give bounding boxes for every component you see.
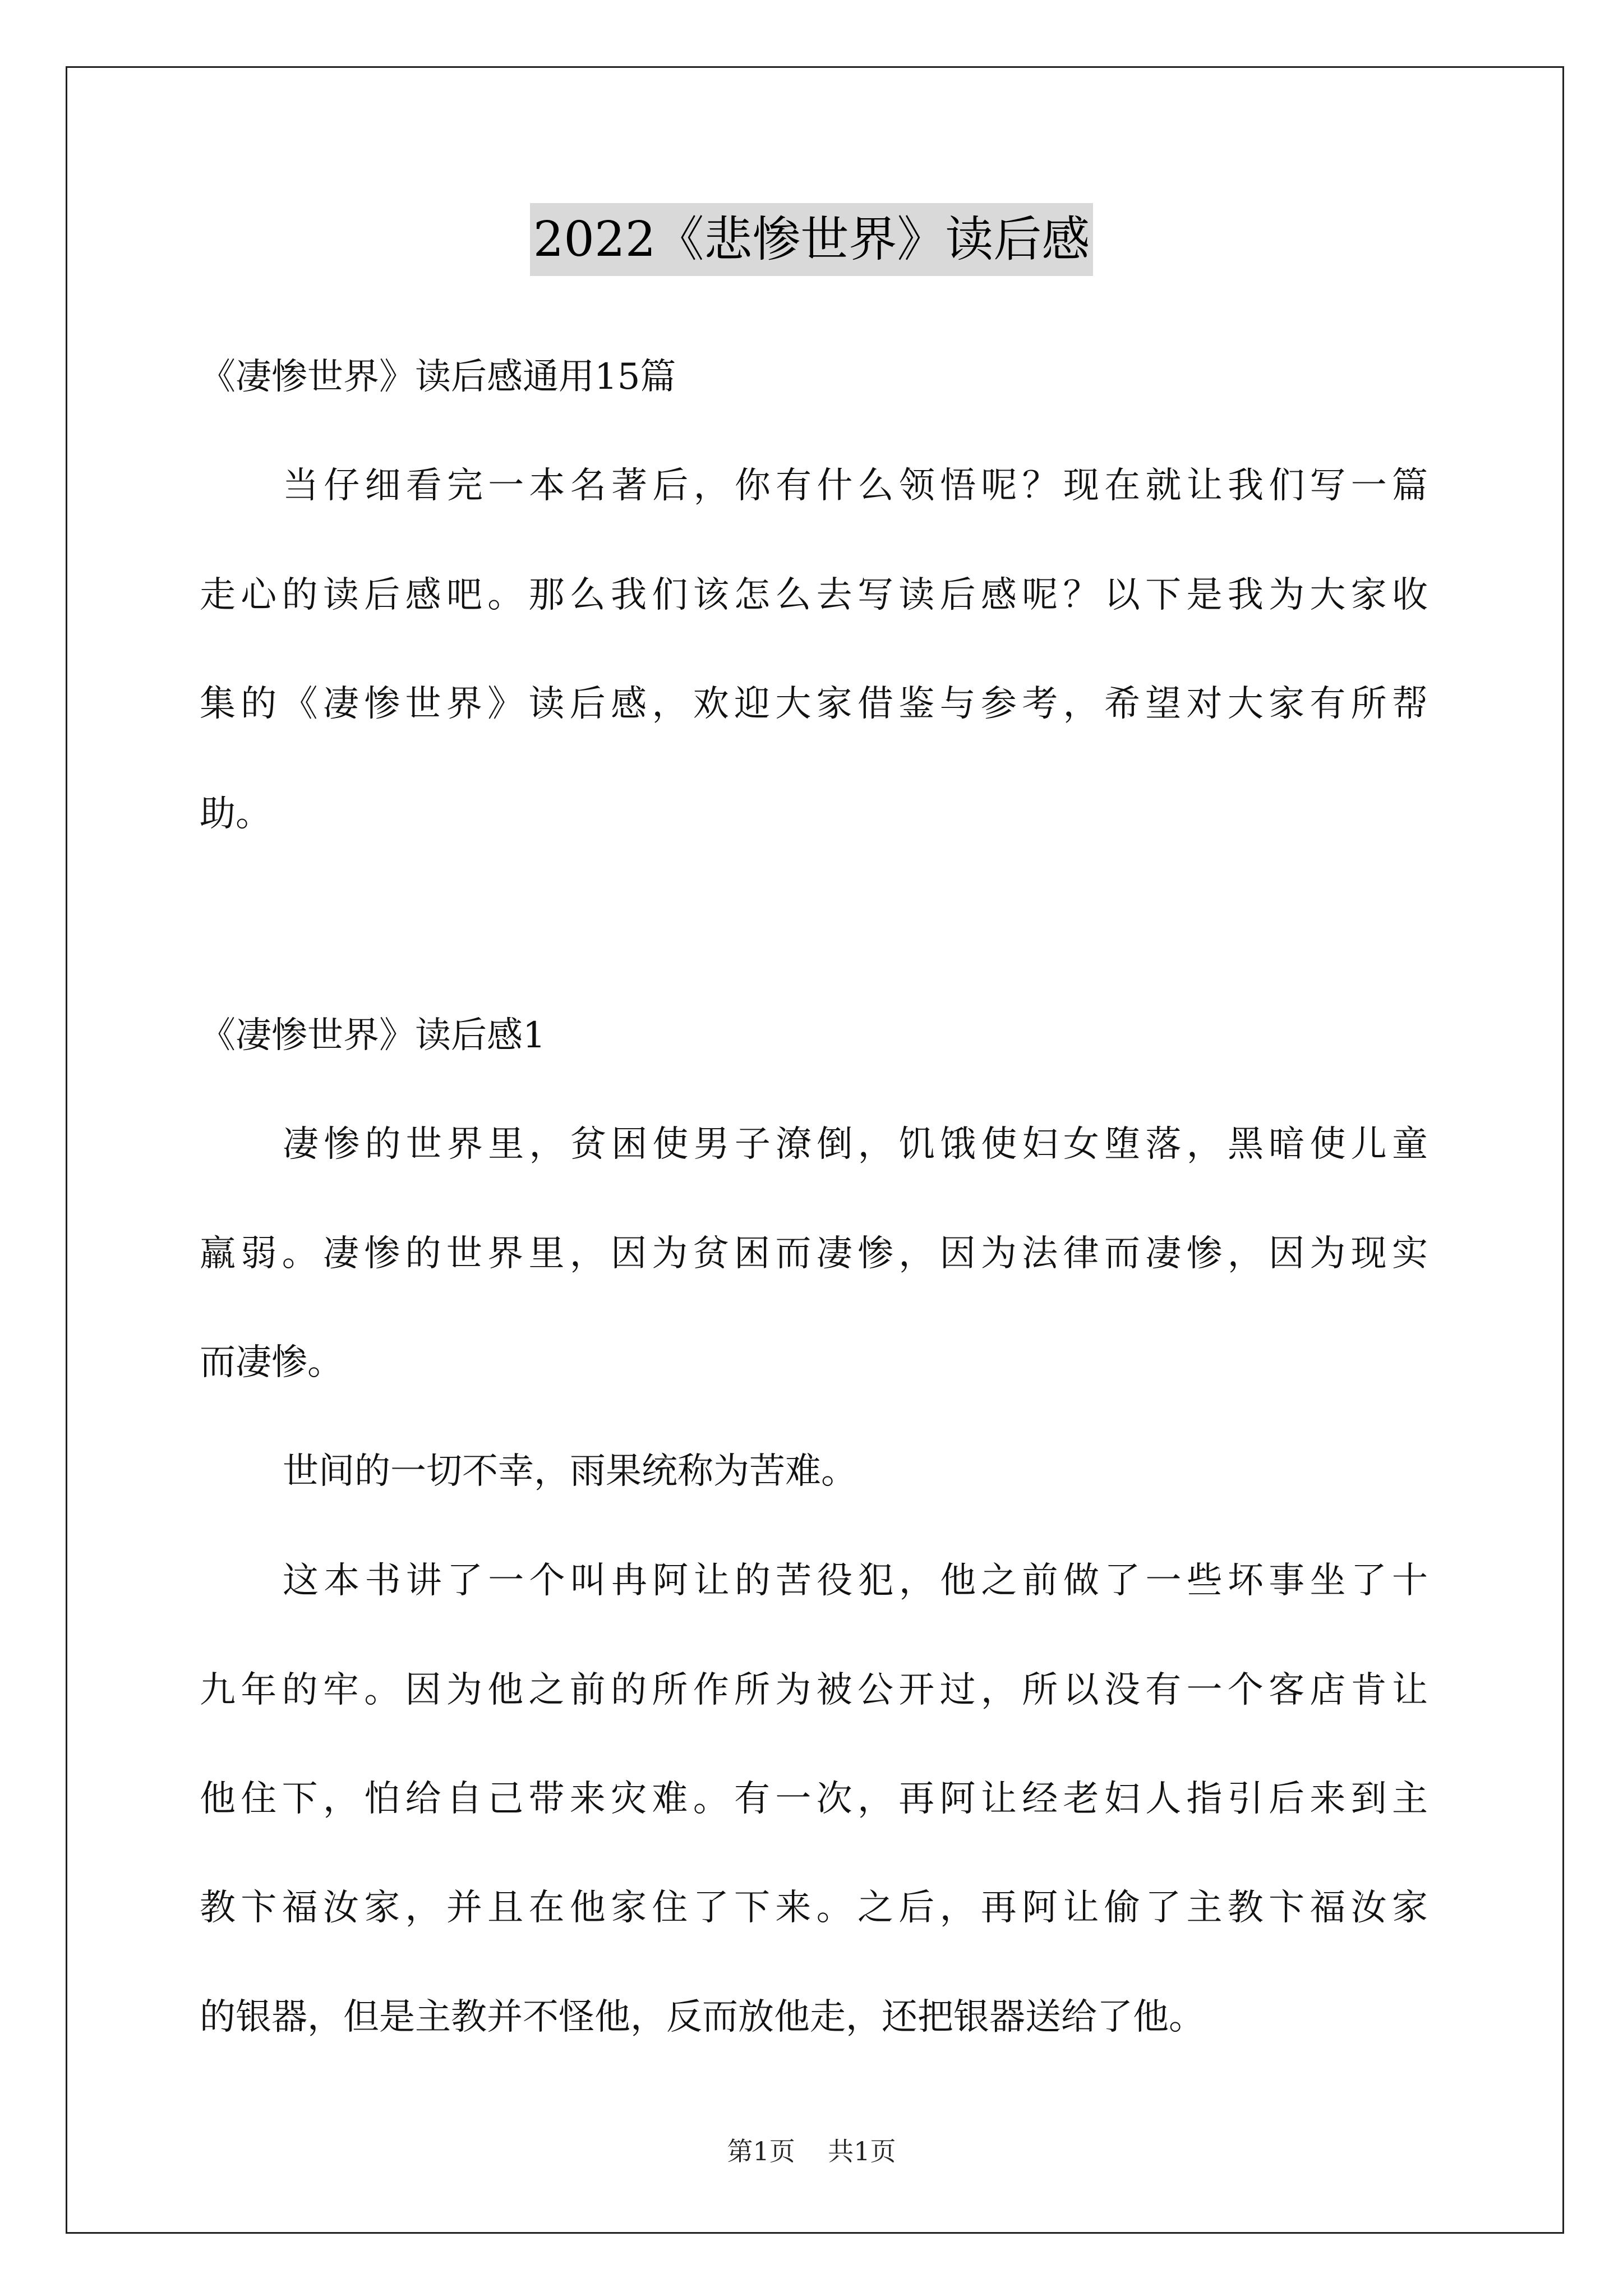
paragraph-line: 教卞福汝家，并且在他家住了下来。之后，再阿让偷了主教卞福汝家 <box>200 1887 1428 1929</box>
paragraph-line: 而凄惨。 <box>200 1342 343 1383</box>
paragraph-line: 他住下，怕给自己带来灾难。有一次，再阿让经老妇人指引后来到主 <box>200 1778 1428 1820</box>
intro-line: 助。 <box>200 793 271 835</box>
section-heading: 《凄惨世界》读后感1 <box>200 1015 546 1056</box>
paragraph-line: 羸弱。凄惨的世界里，因为贫困而凄惨，因为法律而凄惨，因为现实 <box>200 1233 1428 1274</box>
intro-line: 当仔细看完一本名著后，你有什么领悟呢？现在就让我们写一篇 <box>283 465 1428 507</box>
paragraph-line: 的银器，但是主教并不怪他，反而放他走，还把银器送给了他。 <box>200 1996 1205 2038</box>
paragraph-line: 这本书讲了一个叫冉阿让的苦役犯，他之前做了一些坏事坐了十 <box>283 1560 1428 1602</box>
document-subtitle: 《凄惨世界》读后感通用15篇 <box>200 356 676 398</box>
page-number: 第1页 <box>727 2136 795 2166</box>
title-container <box>0 203 1623 276</box>
intro-line: 集的《凄惨世界》读后感，欢迎大家借鉴与参考，希望对大家有所帮 <box>200 683 1428 725</box>
paragraph-line: 世间的一切不幸，雨果统称为苦难。 <box>283 1451 857 1492</box>
page-total: 共1页 <box>828 2136 896 2166</box>
page-footer <box>0 2134 1623 2168</box>
paragraph-line: 九年的牢。因为他之前的所作所为被公开过，所以没有一个客店肯让 <box>200 1669 1428 1711</box>
intro-line: 走心的读后感吧。那么我们该怎么去写读后感呢？以下是我为大家收 <box>200 574 1428 616</box>
document-title: 2022《悲惨世界》读后感 <box>530 203 1094 276</box>
paragraph-line: 凄惨的世界里，贫困使男子潦倒，饥饿使妇女堕落，黑暗使儿童 <box>283 1124 1428 1165</box>
